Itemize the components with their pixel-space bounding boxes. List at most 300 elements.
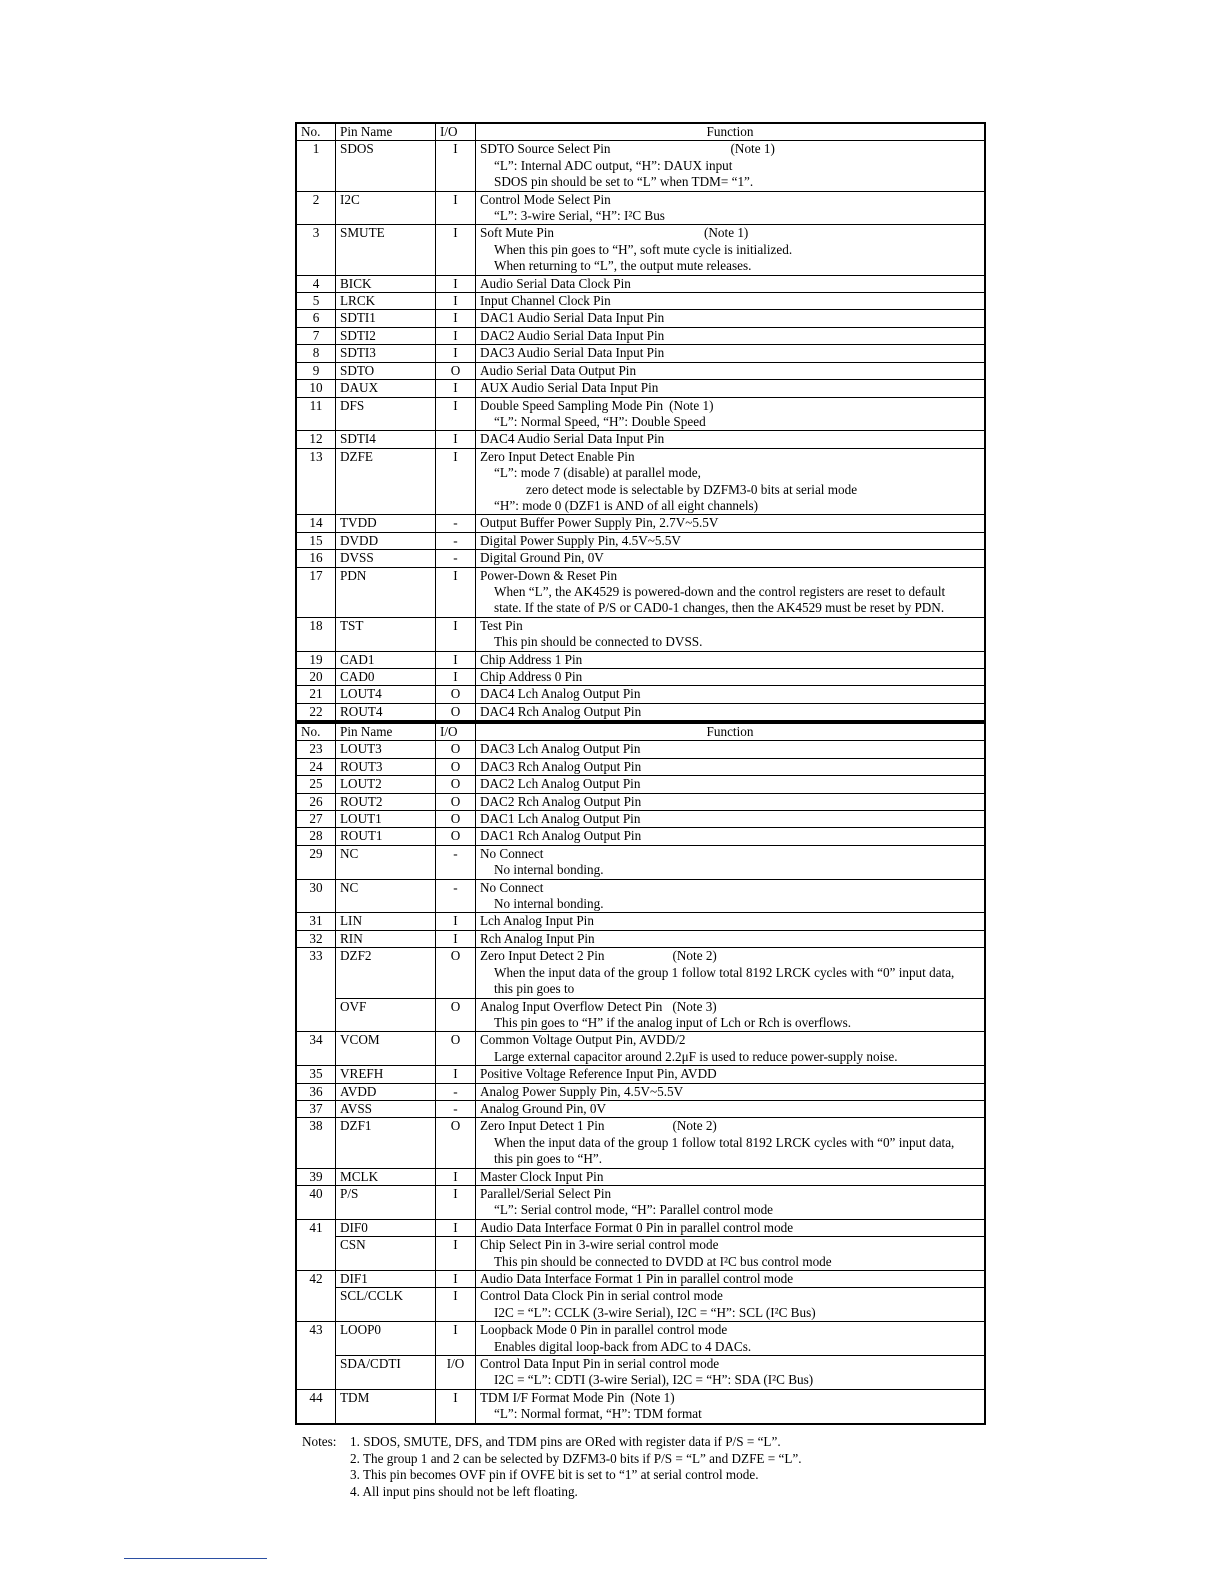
table-row (296, 617, 985, 651)
function-line (480, 498, 980, 514)
pin-number: 17 (296, 567, 336, 617)
function-line (480, 141, 980, 157)
pin-name: AVDD (336, 1083, 436, 1100)
pin-io: O (436, 758, 476, 775)
header-io: I/O (436, 723, 476, 741)
pin-function (476, 1032, 986, 1066)
pin-io: O (436, 1118, 476, 1168)
function-line (480, 1406, 980, 1422)
function-text: TDM I/F Format Mode Pin (480, 1389, 625, 1405)
pin-name: LOUT2 (336, 776, 436, 793)
pin-io: O (436, 828, 476, 845)
function-line (480, 258, 980, 274)
pin-number: 13 (296, 448, 336, 515)
pin-function (476, 362, 986, 379)
pin-function (476, 293, 986, 310)
pin-number: 5 (296, 293, 336, 310)
function-line (480, 1066, 980, 1082)
pin-io: I (436, 327, 476, 344)
pin-function (476, 345, 986, 362)
function-text: this pin goes to “H”. (494, 1151, 603, 1167)
table-row (296, 703, 985, 721)
pin-number: 33 (296, 948, 336, 1032)
pin-number: 43 (296, 1322, 336, 1390)
function-text: “L”: Normal Speed, “H”: Double Speed (494, 413, 706, 429)
pin-io: I/O (436, 1356, 476, 1390)
pin-table-2 (295, 722, 986, 1425)
pin-name: DIF0 (336, 1219, 436, 1236)
pin-name: CAD0 (336, 669, 436, 686)
table-row (296, 1168, 985, 1185)
function-text: Digital Ground Pin, 0V (480, 550, 604, 566)
note-item: 1. SDOS, SMUTE, DFS, and TDM pins are ORed with register data if P/S = “L”. (350, 1434, 781, 1449)
function-line (480, 1151, 980, 1167)
function-line (480, 1202, 980, 1218)
pin-name: VCOM (336, 1032, 436, 1066)
pin-io: - (436, 1083, 476, 1100)
function-line (480, 981, 980, 997)
pin-io: I (436, 1389, 476, 1423)
pin-name: SDTI4 (336, 431, 436, 448)
function-line (480, 999, 980, 1015)
function-text: “L”: 3-wire Serial, “H”: I²C Bus (494, 208, 665, 224)
pin-number: 38 (296, 1118, 336, 1168)
table-row (296, 1185, 985, 1219)
function-line (480, 584, 980, 600)
pin-number: 34 (296, 1032, 336, 1066)
pin-function (476, 191, 986, 225)
pin-io: I (436, 930, 476, 947)
pin-number: 11 (296, 397, 336, 431)
pin-function (476, 275, 986, 292)
function-text: Chip Address 0 Pin (480, 669, 583, 684)
pin-name: LOUT4 (336, 686, 436, 703)
pin-name: LOOP0 (336, 1322, 436, 1356)
pin-number: 12 (296, 431, 336, 448)
pin-number: 19 (296, 651, 336, 668)
function-text: “H”: mode 0 (DZF1 is AND of all eight channels) (494, 497, 759, 513)
note-ref: (Note 1) (704, 225, 749, 241)
function-text: Audio Data Interface Format 1 Pin in parallel control mode (480, 1271, 794, 1286)
footer-rule (124, 1558, 267, 1559)
pin-number: 23 (296, 741, 336, 758)
pin-function (476, 515, 986, 532)
pin-function (476, 567, 986, 617)
function-line (480, 1339, 980, 1355)
header-no: No. (296, 123, 336, 141)
pin-number: 9 (296, 362, 336, 379)
function-line (480, 1118, 980, 1134)
table-row (296, 532, 985, 549)
table-row (296, 293, 985, 310)
function-line (480, 363, 980, 379)
function-line (480, 1101, 980, 1117)
table-row (296, 1118, 985, 1168)
note-ref: (Note 1) (630, 1389, 675, 1405)
pin-number: 10 (296, 380, 336, 397)
pin-name: TDM (336, 1389, 436, 1423)
pin-name: CAD1 (336, 651, 436, 668)
function-line (480, 741, 980, 757)
note-item: 3. This pin becomes OVF pin if OVFE bit is set to “1” at serial control mode. (350, 1467, 759, 1482)
pin-number: 42 (296, 1271, 336, 1322)
table-row (296, 741, 985, 758)
pin-name: AVSS (336, 1100, 436, 1117)
pin-io: - (436, 550, 476, 567)
function-line (480, 811, 980, 827)
pin-name: LIN (336, 913, 436, 930)
pin-name: I2C (336, 191, 436, 225)
pin-function (476, 1118, 986, 1168)
function-line (480, 846, 980, 862)
pin-number: 39 (296, 1168, 336, 1185)
table-row (296, 141, 985, 191)
pin-number: 25 (296, 776, 336, 793)
function-line (480, 1390, 980, 1406)
table-row (296, 1288, 985, 1322)
function-text: Audio Serial Data Output Pin (480, 362, 637, 378)
table-row (296, 793, 985, 810)
function-text: SDTO Source Select Pin (480, 141, 611, 157)
table-row (296, 845, 985, 879)
function-line (480, 345, 980, 361)
table-row (296, 1066, 985, 1083)
function-line (480, 1372, 980, 1388)
header-function: Function (476, 723, 986, 741)
pin-io: I (436, 1271, 476, 1288)
function-line (480, 192, 980, 208)
pin-function (476, 1066, 986, 1083)
pin-number: 27 (296, 811, 336, 828)
table-row (296, 191, 985, 225)
function-text: Audio Data Interface Format 0 Pin in parallel control mode (480, 1219, 794, 1235)
pin-number: 18 (296, 617, 336, 651)
function-text: DAC4 Lch Analog Output Pin (480, 686, 641, 702)
table-row (296, 651, 985, 668)
pin-number: 8 (296, 345, 336, 362)
table-row (296, 1100, 985, 1117)
function-text: When returning to “L”, the output mute releases. (494, 258, 752, 274)
pin-number: 26 (296, 793, 336, 810)
pin-function (476, 397, 986, 431)
function-text: “L”: Internal ADC output, “H”: DAUX input (494, 157, 733, 173)
function-line (480, 158, 980, 174)
pin-io: I (436, 380, 476, 397)
table-row (296, 758, 985, 775)
pin-name: ROUT4 (336, 703, 436, 721)
pin-function (476, 1389, 986, 1423)
table-row (296, 913, 985, 930)
pin-io: I (436, 1185, 476, 1219)
function-text: SDOS pin should be set to “L” when TDM= “1”. (494, 174, 754, 190)
pin-name: DZFE (336, 448, 436, 515)
function-text: Enables digital loop-back from ADC to 4 DACs. (494, 1338, 752, 1354)
pin-function (476, 776, 986, 793)
function-line (480, 1271, 980, 1287)
pin-io: O (436, 362, 476, 379)
pin-io: I (436, 1237, 476, 1271)
function-text: I2C = “L”: CDTI (3-wire Serial), I2C = “H”: SDA (I²C Bus) (494, 1372, 814, 1388)
pin-name: SDTI3 (336, 345, 436, 362)
table-row (296, 811, 985, 828)
pin-io: I (436, 1288, 476, 1322)
function-text: Control Data Input Pin in serial control mode (480, 1356, 720, 1372)
pin-name: DIF1 (336, 1271, 436, 1288)
function-text: Control Mode Select Pin (480, 191, 611, 207)
function-line (480, 686, 980, 702)
function-text: When this pin goes to “H”, soft mute cycle is initialized. (494, 241, 793, 257)
pin-io: I (436, 431, 476, 448)
pin-io: - (436, 515, 476, 532)
pin-name: ROUT3 (336, 758, 436, 775)
note-ref: (Note 2) (672, 948, 717, 964)
function-line (480, 276, 980, 292)
pin-function (476, 1271, 986, 1288)
pin-number: 28 (296, 828, 336, 845)
pin-name: P/S (336, 1185, 436, 1219)
table-row (296, 1271, 985, 1288)
note-ref: (Note 3) (672, 998, 717, 1014)
pin-function (476, 845, 986, 879)
function-line (480, 913, 980, 929)
pin-function (476, 741, 986, 758)
table-row (296, 828, 985, 845)
pin-io: I (436, 310, 476, 327)
pin-io: I (436, 191, 476, 225)
pin-name: DVSS (336, 550, 436, 567)
function-line (480, 794, 980, 810)
pin-number: 2 (296, 191, 336, 225)
pin-function (476, 532, 986, 549)
pin-name: TVDD (336, 515, 436, 532)
pin-name: SDOS (336, 141, 436, 191)
function-text: Zero Input Detect Enable Pin (480, 448, 635, 464)
function-text: I2C = “L”: CCLK (3-wire Serial), I2C = “H”: SCL (I²C Bus) (494, 1304, 816, 1320)
function-text: Output Buffer Power Supply Pin, 2.7V~5.5V (480, 515, 719, 531)
function-line (480, 328, 980, 344)
pin-function (476, 448, 986, 515)
function-text: “L”: Serial control mode, “H”: Parallel control mode (494, 1202, 774, 1218)
table-header-row (296, 123, 985, 141)
pin-number: 1 (296, 141, 336, 191)
function-line (480, 652, 980, 668)
pin-number: 36 (296, 1083, 336, 1100)
function-line (480, 414, 980, 430)
function-text: Loopback Mode 0 Pin in parallel control mode (480, 1322, 728, 1338)
pin-name: DZF2 (336, 948, 436, 998)
pin-name: SDA/CDTI (336, 1356, 436, 1390)
table-row (296, 879, 985, 913)
pin-number: 16 (296, 550, 336, 567)
pin-number: 20 (296, 669, 336, 686)
function-line (480, 550, 980, 566)
pin-number: 15 (296, 532, 336, 549)
function-line (480, 965, 980, 981)
pin-io: I (436, 275, 476, 292)
function-text: No internal bonding. (494, 862, 604, 878)
pin-io: I (436, 617, 476, 651)
function-line (480, 1186, 980, 1202)
pin-function (476, 1237, 986, 1271)
pin-name: DVDD (336, 532, 436, 549)
function-line (480, 431, 980, 447)
table-row (296, 431, 985, 448)
header-io: I/O (436, 123, 476, 141)
notes-list (350, 1434, 802, 1500)
pin-function (476, 1185, 986, 1219)
pin-function (476, 310, 986, 327)
pin-io: O (436, 776, 476, 793)
function-line (480, 1084, 980, 1100)
pin-io: I (436, 1219, 476, 1236)
table-row (296, 448, 985, 515)
table-row (296, 225, 985, 275)
pin-name: DFS (336, 397, 436, 431)
function-text: DAC1 Rch Analog Output Pin (480, 828, 642, 844)
note-item: 4. All input pins should not be left floating. (350, 1483, 578, 1499)
pin-function (476, 669, 986, 686)
table-row (296, 1237, 985, 1271)
function-line (480, 1049, 980, 1065)
pin-name: SMUTE (336, 225, 436, 275)
function-text: Analog Input Overflow Detect Pin (480, 998, 663, 1014)
function-text: Parallel/Serial Select Pin (480, 1185, 612, 1201)
pin-function (476, 1168, 986, 1185)
function-text: This pin should be connected to DVSS. (494, 634, 703, 650)
pin-function (476, 998, 986, 1032)
pin-name: LRCK (336, 293, 436, 310)
pin-name: SDTI1 (336, 310, 436, 327)
function-text: AUX Audio Serial Data Input Pin (480, 380, 659, 396)
function-line (480, 1322, 980, 1338)
note-ref: (Note 2) (672, 1118, 717, 1134)
pin-number: 24 (296, 758, 336, 775)
function-text: Large external capacitor around 2.2μF is used to reduce power-supply noise. (494, 1048, 898, 1064)
pin-name: PDN (336, 567, 436, 617)
function-text: Double Speed Sampling Mode Pin (480, 397, 664, 413)
function-line (480, 1356, 980, 1372)
pin-io: O (436, 998, 476, 1032)
pin-number: 29 (296, 845, 336, 879)
function-line (480, 1015, 980, 1031)
pin-number: 41 (296, 1219, 336, 1270)
pin-name: NC (336, 879, 436, 913)
function-text: DAC1 Lch Analog Output Pin (480, 811, 641, 827)
header-no: No. (296, 723, 336, 741)
function-line (480, 293, 980, 309)
pin-io: I (436, 345, 476, 362)
function-line (480, 533, 980, 549)
function-text: Chip Select Pin in 3-wire serial control mode (480, 1237, 719, 1253)
table-row (296, 567, 985, 617)
pin-function (476, 948, 986, 998)
pin-io: - (436, 532, 476, 549)
function-text: DAC4 Audio Serial Data Input Pin (480, 431, 665, 447)
function-line (480, 634, 980, 650)
function-line (480, 1135, 980, 1151)
function-line (480, 449, 980, 465)
function-line (480, 862, 980, 878)
pin-io: I (436, 225, 476, 275)
function-text: Positive Voltage Reference Input Pin, AVDD (480, 1066, 717, 1082)
function-line (480, 880, 980, 896)
table-row (296, 669, 985, 686)
table-row (296, 380, 985, 397)
pin-function (476, 617, 986, 651)
pin-name: SDTI2 (336, 327, 436, 344)
pin-function (476, 1356, 986, 1390)
table-row (296, 310, 985, 327)
pin-io: I (436, 397, 476, 431)
function-text: “L”: Normal format, “H”: TDM format (494, 1406, 702, 1422)
pin-number: 14 (296, 515, 336, 532)
pin-number: 40 (296, 1185, 336, 1219)
pin-function (476, 550, 986, 567)
pin-io: I (436, 141, 476, 191)
pin-io: I (436, 651, 476, 668)
pin-number: 32 (296, 930, 336, 947)
function-line (480, 482, 980, 498)
pin-function (476, 651, 986, 668)
pin-table-1 (295, 122, 986, 722)
function-line (480, 515, 980, 531)
pin-function (476, 1322, 986, 1356)
pin-number: 6 (296, 310, 336, 327)
table-row (296, 550, 985, 567)
pin-name: SCL/CCLK (336, 1288, 436, 1322)
pin-io: O (436, 741, 476, 758)
pin-io: O (436, 948, 476, 998)
pin-io: I (436, 669, 476, 686)
table-row (296, 1356, 985, 1390)
table-row (296, 1083, 985, 1100)
function-line (480, 208, 980, 224)
pin-io: O (436, 793, 476, 810)
pin-number: 7 (296, 327, 336, 344)
function-text: Lch Analog Input Pin (480, 913, 594, 929)
pin-name: BICK (336, 275, 436, 292)
function-text: DAC2 Lch Analog Output Pin (480, 776, 641, 792)
function-line (480, 1254, 980, 1270)
function-line (480, 1237, 980, 1253)
function-line (480, 174, 980, 190)
pin-name: OVF (336, 998, 436, 1032)
table-row (296, 397, 985, 431)
table-row (296, 930, 985, 947)
table-row (296, 686, 985, 703)
function-line (480, 465, 980, 481)
function-text: DAC3 Lch Analog Output Pin (480, 741, 641, 757)
pin-function (476, 703, 986, 721)
function-line (480, 704, 980, 720)
pin-function (476, 828, 986, 845)
function-text: Audio Serial Data Clock Pin (480, 275, 631, 291)
function-text: this pin goes to (494, 981, 575, 997)
function-text: DAC1 Audio Serial Data Input Pin (480, 310, 665, 326)
function-line (480, 669, 980, 685)
table-header-row (296, 723, 985, 741)
notes-label: Notes: (302, 1434, 337, 1449)
pin-function (476, 913, 986, 930)
pin-io: O (436, 811, 476, 828)
function-text: When “L”, the AK4529 is powered-down and the control registers are reset to default (494, 583, 946, 599)
table-row (296, 515, 985, 532)
pin-name: DAUX (336, 380, 436, 397)
pin-number: 21 (296, 686, 336, 703)
pin-io: - (436, 879, 476, 913)
pin-io: O (436, 1032, 476, 1066)
function-line (480, 759, 980, 775)
